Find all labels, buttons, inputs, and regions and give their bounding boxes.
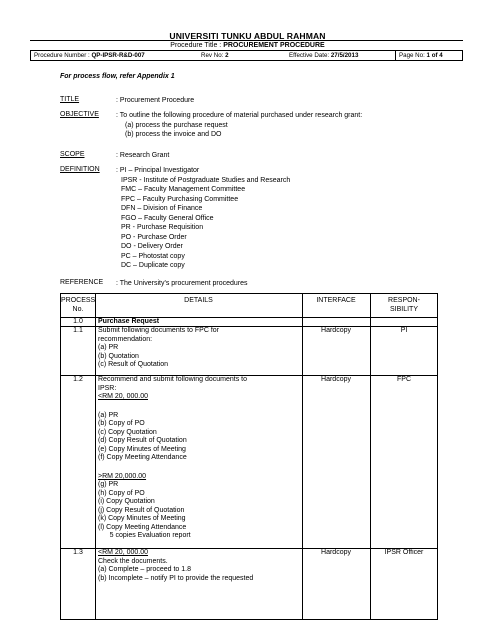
section-title: Purchase Request [98,318,160,325]
spacer [98,463,247,473]
definition-item: PO - Purchase Order [121,233,187,241]
detail-line: (d) Copy Result of Quotation [98,437,187,444]
detail-line: (c) Result of Quotation [98,361,169,368]
procedure-title [0,42,495,49]
row-interface: Hardcopy [321,376,351,383]
row-interface: Hardcopy [321,549,351,556]
row-responsibility: FPC [397,376,411,383]
objective-value: : To outline the following procedure of material purchased under research grant: [116,112,363,119]
detail-line: (k) Copy Minutes of Meeting [98,515,186,522]
detail-line: (g) PR [98,481,119,488]
detail-line: (a) PR [98,411,119,419]
header-responsibility [370,297,438,314]
rev-label: Rev No: [201,52,224,59]
detail-line: (a) Complete – proceed to 1.8 [98,566,191,573]
detail-line: (j) Copy Result of Quotation [98,506,185,514]
header-process-no: No. [72,305,84,313]
scope-value: : Research Grant [116,152,170,159]
definition-list [116,166,290,271]
column-divider [370,294,371,619]
objective-item: (b) process the invoice and DO [125,131,222,138]
reference-label: REFERENCE [60,279,104,286]
threshold-low: <RM 20, 000.00 [98,393,149,400]
title-label: TITLE [60,96,80,103]
definition-label: DEFINITION [60,166,100,173]
row-number: 1.3 [73,549,83,556]
header-process [61,297,95,314]
definition-item: : PI – Principal Investigator [116,167,200,174]
detail-line: (b) Incomplete – notify PI to provide the requested [98,574,254,582]
procedure-number-value: QP-IPSR-R&D-007 [91,52,145,59]
row-details [98,549,253,583]
info-bar-separator [395,51,396,60]
threshold-high: >RM 20,000.00 [98,472,147,480]
row-details [98,327,219,370]
header-divider [30,40,463,41]
detail-line: (f) Copy Meeting Attendance [98,454,187,461]
detail-line: (i) Copy Quotation [98,498,155,505]
row-number: 1.2 [73,376,83,383]
detail-line: Submit following documents to FPC for [98,327,219,334]
spacer [98,402,247,412]
reference-value: : The University's procurement procedures [116,280,248,287]
definition-item: PC – Photostat copy [121,252,185,260]
detail-line: (c) Copy Quotation [98,428,157,436]
detail-line: IPSR: [98,384,117,392]
threshold-low: <RM 20, 000.00 [98,549,149,556]
detail-line: (a) PR [98,344,119,351]
process-flow-note: For process flow, refer Appendix 1 [60,73,175,80]
definition-item: DC – Duplicate copy [121,262,185,269]
objective-item: (a) process the purchase request [125,121,228,129]
definition-item: PR - Purchase Requisition [121,224,204,231]
header-interface: INTERFACE [316,297,356,304]
procedure-title-value: PROCUREMENT PROCEDURE [223,42,325,49]
header-process-label: PROCESS [61,297,96,304]
header-details: DETAILS [184,297,213,304]
procedure-number-label: Procedure Number : [34,52,90,59]
detail-line: Recommend and submit following documents to [98,376,248,383]
objective-label: OBJECTIVE [60,111,99,118]
detail-line: (h) Copy of PO [98,489,145,497]
row-number: 1.1 [73,327,83,334]
header-responsibility-line1: RESPON- [388,297,420,304]
detail-line: (e) Copy Minutes of Meeting [98,445,186,453]
objective-block [116,111,362,140]
section-number: 1.0 [73,318,83,325]
page-number-label: Page No: [399,52,425,59]
column-divider [302,294,303,619]
rev-value: 2 [225,52,229,59]
definition-item: DFN – Division of Finance [121,205,203,212]
row-interface: Hardcopy [321,327,351,334]
detail-line: Check the documents. [98,557,168,565]
scope-label: SCOPE [60,151,85,158]
detail-line: (b) Copy of PO [98,420,145,427]
definition-item: FGO – Faculty General Office [121,214,214,222]
definition-item: FPC – Faculty Purchasing Committee [121,195,239,203]
definition-item: DO - Delivery Order [121,243,183,250]
page-number-value: 1 of 4 [426,52,443,59]
header-responsibility-line2: SIBILITY [389,305,418,313]
university-name: UNIVERSITI TUNKU ABDUL RAHMAN [169,31,326,41]
row-details [98,376,247,541]
column-divider [95,294,96,619]
title-value: : Procurement Procedure [116,97,195,104]
process-table [60,293,438,620]
row-responsibility: IPSR Officer [384,549,424,556]
procedure-info-bar [30,50,463,61]
effective-date-value: 27/5/2013 [330,52,359,59]
procedure-title-label: Procedure Title : [170,42,222,49]
detail-line: recommendation: [98,335,153,343]
detail-line: 5 copies Evaluation report [98,532,191,539]
row-responsibility: PI [400,327,408,334]
definition-item: IPSR - Institute of Postgraduate Studies and Research [121,176,291,184]
definition-item: FMC – Faculty Management Committee [121,186,246,193]
effective-date-label: Effective Date: [289,52,330,59]
detail-line: (l) Copy Meeting Attendance [98,523,187,531]
detail-line: (b) Quotation [98,352,139,360]
